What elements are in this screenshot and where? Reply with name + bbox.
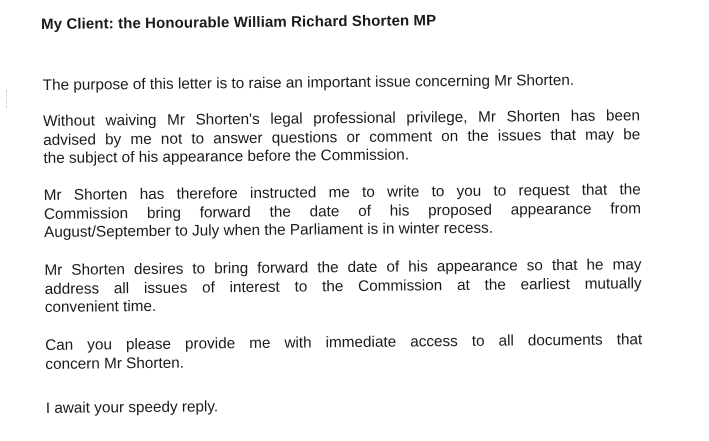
- paragraph-request: [44, 181, 642, 243]
- text-line: advised by me not to answer questions or comment on the issues that may be: [43, 125, 641, 149]
- letter-heading: My Client: the Honourable William Richard Shorten MP: [41, 12, 437, 33]
- text-line: Mr Shorten has therefore instructed me to write to you to request that the: [43, 181, 641, 204]
- text-line: Commission bring forward the date of his proposed appearance from: [43, 199, 641, 223]
- text-line: the subject of his appearance before the Commission.: [43, 146, 410, 168]
- paragraph-documents: [45, 331, 642, 374]
- text-line: Can you please provide me with immediate access to all documents that: [45, 331, 643, 354]
- paragraph-privilege: [43, 107, 641, 169]
- text-line: Without waiving Mr Shorten's legal professional privilege, Mr Shorten has been: [42, 107, 641, 130]
- text-line: The purpose of this letter is to raise an important issue concerning Mr Shorten.: [42, 71, 575, 94]
- paragraph-purpose: [43, 71, 640, 95]
- text-line: concern Mr Shorten.: [45, 354, 185, 373]
- text-line: Mr Shorten desires to bring forward the date of his appearance so that he may: [44, 256, 642, 279]
- text-line: I await your speedy reply.: [45, 398, 219, 417]
- paragraph-desire: [44, 256, 642, 318]
- paragraph-closing: [46, 394, 643, 418]
- text-line: August/September to July when the Parliament is in winter recess.: [44, 219, 494, 242]
- text-line: address all issues of interest to the Commission at the earliest mutually: [44, 274, 642, 298]
- text-line: convenient time.: [44, 298, 157, 317]
